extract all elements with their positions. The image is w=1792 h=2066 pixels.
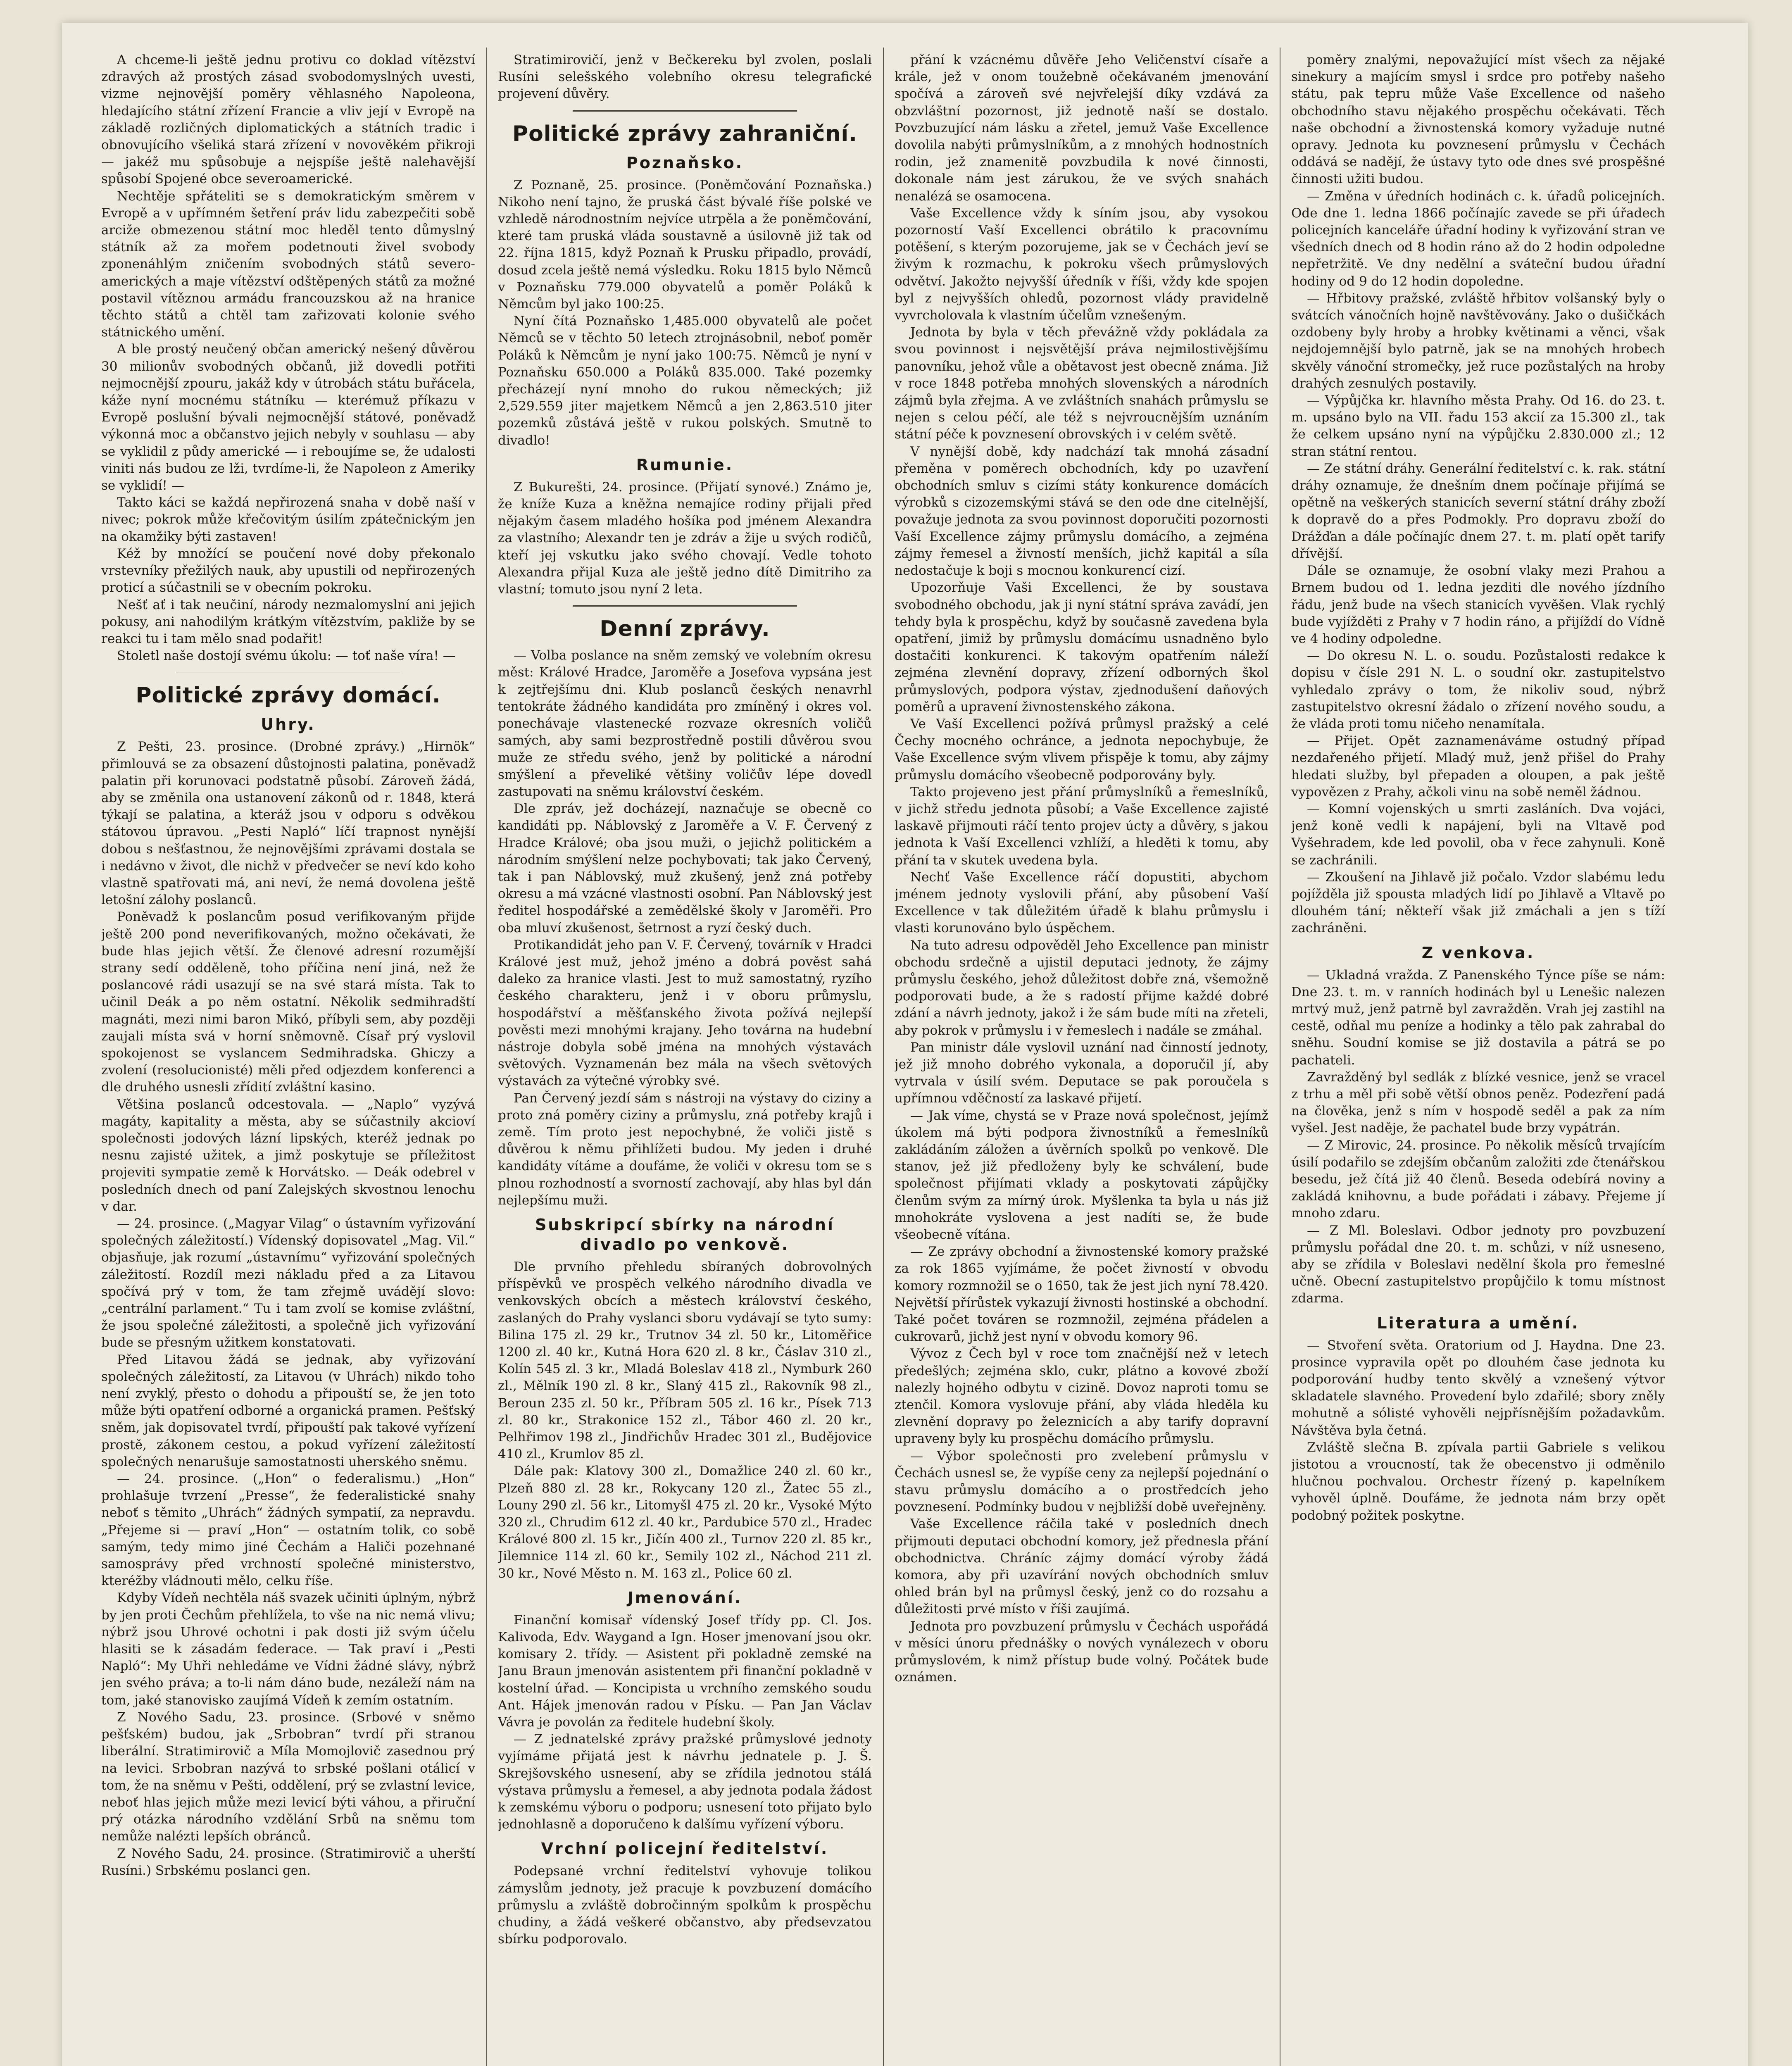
section-separator (573, 110, 797, 112)
article-paragraph: Jednota pro povzbuzení průmyslu v Čechách uspořádá v měsíci únoru přednášky o nových vynálezech v oboru průmyslovém, k nimž přístup bude volný. Počátek bude oznámen. (895, 1619, 1268, 1685)
article-paragraph: Dále pak: Klatovy 300 zl., Domažlice 240 zl. 60 kr., Plzeň 880 zl. 28 kr., Rokycany 120 zl., Žatec 55 zl., Louny 290 zl. 56 kr., Litomyšl 475 zl. 20 kr., Vysoké Mýto 320 zl., Chrudim 612 zl. 40 kr., Pardubice 570 zl., Hradec Králové 800 zl. 15 kr., Jičín 400 zl., Turnov 220 zl. 85 kr., Jilemnice 114 zl. 60 kr., Semily 102 zl., Náchod 211 zl. 30 kr., Nové Město n. M. 163 zl., Police 60 zl. (498, 1464, 872, 1581)
section-separator (176, 672, 400, 673)
article-paragraph: Podepsané vrchní ředitelství vyhovuje tolikou zámyslům jednoty, jež pracuje k povzbuzení domácího průmyslu a zvláště dobročinným spolkům k prospěchu chudiny, a žádá veškeré občanstvo, aby předsevzatou sbírku podporovalo. (498, 1864, 872, 1947)
article-paragraph: poměry znalými, nepovažující míst všech za nějaké sinekury a majícím smysl i srdce pro potřeby našeho státu, pak tepru může Vaše Excellence od našeho obchodního stavu nějakého prospěchu očekávati. Těch naše obchodní a živnostenská komory vyžaduje nutné opravy. Jednota ku povznesení průmyslu v Čechách oddává se nadějí, že ústavy tyto ode dnes své prospěšné činnosti užiti budou. (1291, 52, 1665, 187)
article-paragraph: Ve Vaší Excellenci požívá průmysl pražský a celé Čechy mocného ochránce, a jednota nepochybuje, že Vaše Excellence svým vlivem přispěje k tomu, aby zájmy průmyslu domácího všeobecně podporovány byly. (895, 716, 1268, 783)
article-paragraph: Vaše Excellence vždy k síním jsou, aby vysokou pozorností Vaší Excellenci obrátilo k pracovnímu potěšení, s kterým pozorujeme, jak se v Čechách jeví se živým k rozmachu, k pokroku všech průmyslových odvětví. Jakožto nejvyšší úředník v říši, vždy kde spojen byl z nejvyšších ohledů, pozornost vlády pravidelně vyvrcholovala k vlastním účelům vznešeným. (895, 205, 1268, 323)
article-paragraph: Dále se oznamuje, že osobní vlaky mezi Prahou a Brnem budou od 1. ledna jezditi dle nového jízdního řádu, jenž bude na všech stanicích vyvěšen. Vlak rychlý bude vyjížděti z Prahy v 7 hodin ráno, a přijíždí do Vídně ve 4 hodiny odpoledne. (1291, 563, 1665, 646)
article-paragraph: Zvláště slečna B. zpívala partii Gabriele s velikou jistotou a vroucností, tak že obecenstvo ji odměnilo hlučnou pochvalou. Orchestr řízený p. kapelníkem vyhověl úplně. Doufáme, že jednota nám brzy opět podobný požitek poskytne. (1291, 1440, 1665, 1523)
article-paragraph: Nechtěje spřáteliti se s demokratickým směrem v Evropě a v upřímném šetření práv lidu zabezpečiti sobě arciže obmezenou státní moc hleděl tento důmyslný státník až za mořem podetnouti živel svobody zponenáhlým zničením svobodných států severo-amerických a maje vítězství odštěpených států za možné postavil vítěznou armádu francouzskou až na hranice těchto států a chtěl tam zařizovati kolonie svého státnického umění. (101, 188, 475, 340)
article-paragraph: Dle prvního přehledu sbíraných dobrovolných příspěvků ve prospěch velkého národního divadla ve venkovských obcích a městech království českého, zaslaných do Prahy vyslanci sboru vydávají se tyto sumy: Bilina 175 zl. 29 kr., Trutnov 34 zl. 50 kr., Litoměřice 1200 zl. 40 kr., Kutná Hora 620 zl. 8 kr., Čáslav 310 zl., Kolín 545 zl. 3 kr., Mladá Boleslav 418 zl., Nymburk 260 zl., Mělník 190 zl. 8 kr., Slaný 415 zl., Rakovník 98 zl., Beroun 235 zl. 50 kr., Příbram 505 zl. 16 kr., Písek 713 zl. 80 kr., Strakonice 152 zl., Tábor 460 zl. 20 kr., Pelhřimov 198 zl., Jindřichův Hradec 301 zl., Budějovice 410 zl., Krumlov 85 zl. (498, 1259, 872, 1462)
article-paragraph: Protikandidát jeho pan V. F. Červený, továrník v Hradci Králové jest muž, jehož jméno a dobrá pověst sahá daleko za hranice vlasti. Jest to muž samostatný, ryzího českého charakteru, jenž i v oboru průmyslu, hospodářství a měšťanského života požívá nejlepší pověsti mezi mnohými krajany. Jeho továrna na hudební nástroje dobyla sobě jména na mnohých výstavách světových. Vyznamenán bez mála na všech světových výstavách za výtečné výrobky své. (498, 937, 872, 1089)
subsection-heading: Literatura a umění. (1377, 1314, 1580, 1332)
article-paragraph: — Z Mirovic, 24. prosince. Po několik měsíců trvajícím úsilí podařilo se zdejším občanům založiti zde čtenářskou besedu, jež čítá již 40 členů. Beseda odebírá noviny a zakládá knihovnu, a bude pořádati i zábavy. Přejeme jí mnoho zdaru. (1291, 1138, 1665, 1221)
section-heading: Politické zprávy zahraniční. (512, 121, 858, 146)
section-heading: Denní zprávy. (600, 616, 770, 642)
article-paragraph: — Přijet. Opět zaznamenáváme ostudný případ nezdařeného přijetí. Mladý muž, jenž přišel do Prahy hledati služby, byl přepaden a oloupen, a pak ještě vypovězen z Prahy, ačkoli vinu na sobě neměl žádnou. (1291, 733, 1665, 800)
article-paragraph: Poněvadž k poslancům posud verifikovaným přijde ještě 200 pond neverifikovaných, možno očekávati, že bude hlas jejich větší. Že členové adresní rozumější strany sedí odděleně, toho příčina není jiná, než že poslancové rádi usazují se na své stará místa. Tak to učinil Deák a po něm ostatní. Několik sedmihradští magnáti, mezi nimi baron Mikó, příbyli sem, aby později zaujali místa svá v horní sněmovně. Císař prý vyslovil spokojenost se vyslancem Sedmihradska. Ghiczy a zvolení (resolucionisté) měli před odjezdem konferenci a dle druhého usnesli zřídití zvláštní kasino. (101, 909, 475, 1095)
article-paragraph: Pan ministr dále vyslovil uznání nad činností jednoty, jež již mnoho dobrého vykonala, a doporučil jí, aby vytrvala v úsilí svém. Deputace se pak poroučela s upřímnou vděčností za laskavé přijetí. (895, 1040, 1268, 1106)
section-heading: Politické zprávy domácí. (136, 683, 441, 708)
article-paragraph: Vývoz z Čech byl v roce tom značnější než v letech předešlých; zejména sklo, cukr, plátno a kovové zboží nalezly hojného odbytu v cizině. Dovoz naproti tomu se ztenčil. Komora vyslovuje přání, aby vláda hleděla ku zlevnění dopravy po železnicích a aby tarify dopravní upraveny byly ku prospěchu domácího průmyslu. (895, 1346, 1268, 1447)
column-rule (883, 48, 884, 2066)
article-paragraph: — Jak víme, chystá se v Praze nová společnost, jejímž úkolem má býti podpora živnostníků a řemeslníků zakládáním záložen a úvěrních spolků po venkově. Dle stanov, jež již předloženy byly ke schválení, bude společnost přijímati vklady a poskytovati zápůjčky členům svým za mírný úrok. Myšlenka ta byla u nás již mnohokráte vyslovena a jest nadíti se, že bude všeobecně vítána. (895, 1108, 1268, 1242)
column-2 (498, 52, 872, 2066)
subsection-heading: Vrchní policejní ředitelství. (541, 1840, 829, 1858)
article-paragraph: Kéž by množící se poučení nové doby překonalo vrstevníky přežilých nauk, aby upustili od nepřirozených proticí a súčastnili se v obecním pokroku. (101, 546, 475, 595)
article-paragraph: — Změna v úředních hodinách c. k. úřadů policejních. Ode dne 1. ledna 1866 počínajíc zavede se při úřadech policejních kanceláře úřadní hodiny k vyřizování stran ve všedních dnech od 8 hodin ráno až do 2 hodin odpoledne nepřetržitě. Ve dny nedělní a sváteční budou úřadní hodiny od 9 do 12 hodin dopoledne. (1291, 188, 1665, 289)
subsection-heading: Subskripcí sbírky na národní divadlo po venkově. (535, 1215, 835, 1254)
article-paragraph: Kdyby Vídeň nechtěla náš svazek učiniti úplným, nýbrž by jen proti Čechům přehlížela, to vše na nic nemá vlivu; nýbrž jsou Uhrové ochotni i pak dosti již svým účelu hlasiti se k zásadám federace. — Tak praví i „Pesti Napló“: My Uhři nehledáme ve Vídni žádné slávy, nýbrž jen svého práva; a to-li nám dáno bude, nezáleží nám na tom, jaké stanovisko zaujímá Vídeň k zemím ostatním. (101, 1590, 475, 1708)
subsection-heading: Uhry. (261, 715, 316, 734)
article-paragraph: Finanční komisař vídenský Josef třídy pp. Cl. Jos. Kalivoda, Edv. Waygand a Ign. Hoser jmenovaní jsou okr. komisary 2. třídy. — Asistent při pokladně zemské na Janu Braun jmenován asistentem při finanční pokladně v kostelní úřad. — Koncipista u vrchního zemského soudu Ant. Hájek jmenován radou v Písku. — Pan Jan Václav Vávra je povolán za ředitele hudební školy. (498, 1612, 872, 1730)
article-paragraph: — Z Ml. Boleslavi. Odbor jednoty pro povzbuzení průmyslu pořádal dne 20. t. m. schůzi, v níž usneseno, aby se zřídila v Boleslavi nedělní škola pro řemeslné učně. Obecní zastupitelstvo propůjčilo k tomu místnost zdarma. (1291, 1223, 1665, 1306)
article-paragraph: — Výbor společnosti pro zvelebení průmyslu v Čechách usnesl se, že vypíše ceny za nejlepší pojednání o stavu průmyslu domácího a o prostředcích jeho povznesení. Podmínky budou v nejbližší době uveřejněny. (895, 1448, 1268, 1515)
article-paragraph: — 24. prosince. („Magyar Vilag“ o ústavním vyřizování společných záležitostí.) Vídenský dopisovatel „Mag. Vil.“ objasňuje, jak rozumí „ústavnímu“ vyřizování společných záležitostí. Rozdíl mezi nákladu před a za Litavou spočívá prý v tom, že tam zřejmě uvádějí slovo: „centrální parlament.“ Tu i tam zvolí se komise zvláštní, že jsou společné záležitosti, a společně jich vyřizování bude se přesným užitkem konstatovati. (101, 1216, 475, 1350)
newspaper-page (62, 23, 1748, 2066)
column-rule (486, 48, 487, 2066)
article-paragraph: Stoletl naše dostojí svému úkolu: — toť naše víra! — (117, 648, 456, 664)
article-paragraph: Většina poslanců odcestovala. — „Naplo“ vyzývá magáty, kapitality a města, aby se súčastnily akcioví společnosti jodových lázní lipských, kteréž jednak po nesnu zajisté užitek, a jimž poskytuje se příležitost projeviti sympatie země k Horvátsko. — Deák odebrel v posledních dnech od paní Zalejských skvostnou lenochu v dar. (101, 1097, 475, 1214)
article-paragraph: Zavražděný byl sedlák z blízké vesnice, jenž se vracel z trhu a měl při sobě větší obnos peněz. Podezření padá na člověka, jenž s ním v hospodě seděl a pak za ním vyšel. Jest naděje, že pachatel bude brzy vypátrán. (1291, 1069, 1665, 1136)
article-paragraph: přání k vzácnému důvěře Jeho Veličenství císaře a krále, jež v onom toužebně očekávaném jmenování spočívá a zároveň své nejvřelejší díky vzdává za obzvláštní pozornost, již jednotě naší se dostalo. Povzbuzující nám lásku a zřetel, jemuž Vaše Excellence dovolila nabýti průmyslníkům, a z mnohých hodnostních rodin, jež znamenitě povzbudila k nové činnosti, dokonale nám jest zárukou, že ve svých snahách nenalézá se osamocena. (895, 52, 1268, 204)
article-paragraph: — Výpůjčka kr. hlavního města Prahy. Od 16. do 23. t. m. upsáno bylo na VII. řadu 153 akcií za 15.300 zl., tak že celkem upsáno nyní na výpůjčku 2.830.000 zl.; 12 stran státní rentou. (1291, 393, 1665, 459)
article-paragraph: Nešť ať i tak neučiní, národy nezmalomyslní ani jejich pokusy, ani nahodilým krátkým vítězstvím, pakliže by se reakci tu i tam mělo snad podařit! (101, 597, 475, 646)
article-paragraph: Nechť Vaše Excellence ráčí dopustiti, abychom jménem jednoty vyslovili přání, aby působení Vaší Excellence v tak důležitém úřadě k blahu průmyslu i vlasti korunováno bylo úspěchem. (895, 869, 1268, 936)
subsection-heading: Jmenování. (627, 1588, 743, 1607)
article-paragraph: — Do okresu N. L. o. soudu. Pozůstalosti redakce k dopisu v čísle 291 N. L. o soudní okr. zastupitelstvo vyhledalo zprávy o tom, že nikoliv soud, nýbrž zastupitelstvo okresní žádalo o zřízení nového soudu, a že vláda proti tomu ničeho nenamítala. (1291, 648, 1665, 731)
column-3 (895, 52, 1268, 2066)
article-paragraph: V nynější době, kdy nadchází tak mnohá zásadní přeměna v poměrech obchodních, kdy po uzavření obchodních smluv s cizími státy konkurence domácích výrobků s cizozemskými stává se den ode dne citelnější, považuje jednota za svou povinnost doporučiti pozornosti Vaší Excellence zájmy průmyslu domácího, a zejména zájmy řemesel a živností menších, jichž kapitál a síla nedostačuje k boji s mocnou konkurencí cizí. (895, 444, 1268, 578)
article-paragraph: Takto káci se každá nepřirozená snaha v době naší v nivec; pokrok může křečovitým úsilím zpátečnickým jen na okamžiky býti zastaven! (101, 495, 475, 544)
article-paragraph: — Zkoušení na Jihlavě již počalo. Vzdor slabému ledu pojížděla již spousta mladých lidí po Jihlavě a Vltavě po dlouhém tání; někteří však již zmáchali a jen s tíží zachráněni. (1291, 869, 1665, 936)
column-1 (101, 52, 475, 2066)
article-paragraph: — Volba poslance na sněm zemský ve volebním okresu měst: Králové Hradce, Jaroměře a Josefova vypsána jest k zejtřejšímu dni. Klub poslanců českých nenavrhl tentokráte žádného kandidáta pro zmíněný i okres vol. ponechávaje vlastenecké rozvaze okresních voličů samých, aby sami bezprostředně postili důvěrou svou muže ze středu svého, jenž by politické a národní smýšlení a převeliké většiny voličův lépe dovedl zastupovati na sněmu království českém. (498, 648, 872, 799)
article-paragraph: — Ukladná vražda. Z Panenského Týnce píše se nám: Dne 23. t. m. v ranních hodinách byl u Lenešic nalezen mrtvý muž, jenž patrně byl zavražděn. Vrah jej zastihl na cestě, odňal mu peníze a hodinky a tělo pak zahrabal do sněhu. Soudní komise se již dostavila a pátrá se po pachateli. (1291, 967, 1665, 1068)
article-paragraph: Z Pešti, 23. prosince. (Drobné zprávy.) „Hirnök“ přimlouvá se za obsazení důstojnosti palatina, poněvadž palatin při korunovaci podstatně působí. Zároveň žádá, aby se změnila ona ustanovení zákonů od r. 1848, která týkají se palatina, a kteráž jsou v odporu s odvěkou státovou úpravou. „Pesti Napló“ líčí trapnost nynější dobou s nešťastnou, že nejnovějšími zprávami dostala se i nedávno v život, dle nichž v předvečer se neví kdo koho vlastně spatřovati má, ani neví, že nemá dovolena ještě letošní zálohy poslanců. (101, 739, 475, 908)
article-paragraph: — Komní vojenských u smrti zasláních. Dva vojáci, jenž koně vedli k napájení, byli na Vltavě pod Vyšehradem, kde led povolil, oba v řece zahynuli. Koně se zachránili. (1291, 801, 1665, 868)
article-paragraph: Z Nového Sadu, 24. prosince. (Stratimirovič a uherští Rusíni.) Srbskému poslanci gen. (101, 1846, 475, 1878)
article-paragraph: Upozorňuje Vaši Excellenci, že by soustava svobodného obchodu, jak ji nyní státní správa zavádí, jen tehdy byla k prospěchu, když by současně zavedena byla opatření, jimiž by průmyslu domácímu usnadněno bylo dostačiti konkurenci. K takovým opatřením náleží zejména zlevnění dopravy, zřízení odborných škol průmyslových, podpora výstav, zjednodušení daňových poměrů a upravení živnostenského zákona. (895, 580, 1268, 714)
subsection-heading: Rumunie. (636, 455, 734, 474)
article-paragraph: Dle zpráv, jež docházejí, naznačuje se obecně co kandidáti pp. Náblovský z Jaroměře a V. F. Červený z Hradce Králové; oba jsou muži, o jejichž politickém a národním smýšlení nelze pochybovati; tak jako Červený, tak i pan Náblovský, muž zkušený, jenž zná potřeby okresu a má vzácné vlastnosti osobní. Pan Náblovský jest ředitel hospodářské a zemědělské školy v Jaroměři. Pro oba mluví zkušenost, šetrnost a ryzí český duch. (498, 801, 872, 935)
article-paragraph: — Z jednatelské zprávy pražské průmyslové jednoty vyjímáme přijatá jest k návrhu jednatele p. J. Š. Skrejšovského usnesení, aby se zřídila jednotou stálá výstava průmyslu a řemesel, a aby jednota podala žádost k zemskému výboru o podporu; usnesení toto přijato bylo jednohlasně a doporučeno k dalšímu vyřízení výboru. (498, 1732, 872, 1832)
subsection-heading: Z venkova. (1421, 943, 1535, 962)
article-paragraph: Na tuto adresu odpověděl Jeho Excellence pan ministr obchodu srdečně a ujistil deputaci jednoty, že zájmy průmyslu českého, jehož důležitost dobře zná, všemožně podporovati bude, a že s radostí přijme každé dobré zdání a návrh jednoty, jakož i že sám bude míti na zřeteli, aby pokrok v průmyslu i v řemeslech i nadále se zmáhal. (895, 938, 1268, 1038)
article-paragraph: Stratimirovičí, jenž v Bečkereku byl zvolen, poslali Rusíni selešského volebního okresu telegrafické projevení důvěry. (498, 52, 872, 102)
article-paragraph: A chceme-li ještě jednu protivu co doklad vítězství zdravých až prostých zásad svobodomyslných uvesti, vizme nejnovější poměry věhlasného Napoleona, hledajícího státní zřízení Francie a vliv její v Evropě na základě rozličných diplomatických a státních tradic i obnovujícího všeliká stará zřízení v novověkém přikroji — jakéž mu spůsobuje a nejspíše ještě nalehavější spůsobí Spojené obce severoamerické. (101, 52, 475, 187)
article-paragraph: Z Bukurešti, 24. prosince. (Přijatí synové.) Známo je, že kníže Kuza a kněžna nemajíce rodiny přijali před nějakým časem mladého hošíka pod jménem Alexandra za vlastního; Alexandr ten je zdráv a žije u svých rodičů, kteří jej vskutku jako svého chovají. Vedle tohoto Alexandra přijal Kuza ale ještě jedno dítě Dimitriho za vlastní; tomuto jsou nyní 2 leta. (498, 479, 872, 597)
subsection-heading: Poznaňsko. (626, 153, 744, 172)
section-separator (573, 605, 797, 607)
article-paragraph: A ble prostý neučený občan americký nešený důvěrou 30 milionův svobodných občanů, již dovedli potřiti nejmocnější zpouru, jakáž kdy v útrobách státu buřácela, káže nyní mocnému státníku — kterémuž příkazu v Evropě poslušní bývali nejmocnější státové, poněvadž výkonná moc a občanstvo jejich nebyly v souhlasu — aby se vyklidil z půdy americké — i reboujíme se, že udalosti viniti nás budou ze lži, tvrdíme-li, že Napoleon z Ameriky se vyklidí! — (101, 342, 475, 493)
article-paragraph: Takto projeveno jest přání průmyslníků a řemeslníků, v jichž středu jednota působí; a Vaše Excellence zajisté laskavě přijmouti ráčí tento projev úcty a důvěry, s jakou jednota k Vaší Excellenci vzhlíží, a hleděti k tomu, aby přání ta v skutek uvedena byla. (895, 784, 1268, 868)
article-paragraph: Jednota by byla v těch převážně vždy pokládala za svou povinnost i nejsvětější práva nejmilostivějšímu panovníku, jehož vůle a obětavost jest obecně známa. Již v roce 1848 potřeba mnohých slovenských a národních zájmů byla zřejma. A ve zvláštních snahách průmyslu se nejen s celou péčí, ale též s nejvroucnějším uznáním státní péče k povznesení obrovských i v celém světě. (895, 325, 1268, 442)
article-paragraph: — Ze státní dráhy. Generální ředitelství c. k. rak. státní dráhy oznamuje, že dnešním dnem počínaje přijímá se opětně na veškerých stanicích severní státní dráhy zboží k dopravě do a přes Podmokly. Pro dopravu zboží do Drážďan a dále počínajíc dnem 27. t. m. platí opět tarify dřívější. (1291, 461, 1665, 561)
article-paragraph: — Stvoření světa. Oratorium od J. Haydna. Dne 23. prosince vypravila opět po dlouhém čase jednota ku podporování hudby tento skvělý a vznešený výtvor skladatele slavného. Provedení bylo zdařilé; sbory zněly mohutně a sólisté vyhověli nejpřísnějším požadavkům. Návštěva byla četná. (1291, 1338, 1665, 1438)
article-paragraph: Vaše Excellence ráčila také v posledních dnech přijmouti deputaci obchodní komory, jež přednesla přání obchodnictva. Chráníc zájmy domácí výroby žádá komora, aby při uzavírání nových obchodních smluv ohled brán byl na průmysl český, jenž co do rozsahu a důležitosti prvé místo v říši zaujímá. (895, 1516, 1268, 1617)
article-paragraph: — Hřbitovy pražské, zvláště hřbitov volšanský byly o svátcích vánočních hojně navštěvovány. Jako o dušičkách ozdobeny byly hroby a hrobky květinami a věnci, však nejdojemnější bylo patrně, jak se na mnohých hrobech skvěly vánoční stromečky, jež ruce pozůstalých na hroby drahých zesnulých postavily. (1291, 290, 1665, 391)
article-paragraph: — 24. prosince. („Hon“ o federalismu.) „Hon“ prohlašuje tvrzení „Presse“, že federalistické snahy neboť s těmito „Uhrách“ žádných sympatií, za nepravdu. „Přejeme si — praví „Hon“ — ostatním tolik, co sobě samým, tedy mimo jiné Čechám a Haliči pozehnané samosprávy před vrchností společné ministerstvo, kteréžby vládnouti mělo, celku říše. (101, 1471, 475, 1589)
article-paragraph: — Ze zprávy obchodní a živnostenské komory pražské za rok 1865 vyjímáme, že počet živností v obvodu komory rozmnožil se o 1650, tak že jest jich nyní 78.420. Největší přírůstek vykazují živnosti hostinské a obchodní. Také počet továren se rozmnožil, zejména přádelen a cukrovarů, jichž jest nyní v obvodu komory 96. (895, 1244, 1268, 1345)
column-4 (1291, 52, 1665, 2066)
article-paragraph: Pan Červený jezdí sám s nástroji na výstavy do ciziny a proto zná poměry ciziny a průmyslu, zná potřeby krajů i země. Tím proto jest nepochybné, že voliči jistě s důvěrou k němu přihlížeti budou. My jeden i druhé kandidáty vítáme a doufáme, že voliči v okresu tom se s plnou rozhodností a svorností zachovají, aby hlas byl dán nejlepšímu muži. (498, 1090, 872, 1208)
article-paragraph: Z Nového Sadu, 23. prosince. (Srbové v sněmo pešťském) budou, jak „Srbobran“ tvrdí při stranou liberální. Stratimirovič a Míla Momojlovič zasednou prý na levici. Srbobran nazývá to srbské pošlani otálicí v tom, že na sněmu v Pešti, oddělení, prý se zvlastní levice, neboť hlas jejich může mezi levicí býti váhou, a přiruční prý otázka národního vzdělání Srbů na sněmu tom nemůže nalézti lepších obránců. (101, 1709, 475, 1844)
article-paragraph: Nyní čítá Poznaňsko 1,485.000 obyvatelů ale počet Němců se v těchto 50 letech ztrojnásobnil, neboť poměr Poláků k Němcům je nyní jako 100:75. Němců je nyní v Poznaňsku 650.000 a Poláků 835.000. Také pozemky přecházejí nyní mnoho do rukou německých; již 2,529.559 jiter majetkem Němců a jen 2,863.510 jiter pozemků zůstává ještě v rukou polských. Smutně to divadlo! (498, 314, 872, 448)
article-paragraph: Z Poznaně, 25. prosince. (Poněmčování Poznaňska.) Nikoho není tajno, že pruská část bývalé říše polské ve vzhledě národnostním nejvíce utrpěla a že poněmčování, které tam pruská vláda soustavně a úsilovně již tak od 22. října 1815, když Poznaň k Prusku připadlo, provádí, dosud zcela ještě nemá výsledku. Roku 1815 bylo Němců v Poznaňsku 779.000 obyvatelů a poměr Poláků k Němcům byl jako 100:25. (498, 177, 872, 312)
article-paragraph: Před Litavou žádá se jednak, aby vyřizování společných záležitostí, za Litavou (v Uhrách) nikdo toho není zvyklý, přesto o dohodu a připouští se, že jen toto může býti opatření odborné a organická pramen. Pešťský sněm, jak dopisovatel tvrdí, připouští pak takové vyřízení prostě, zákonem cestou, a pokud vyřízení záležitostí společných nenarušuje samostatnosti uherského sněmu. (101, 1352, 475, 1469)
